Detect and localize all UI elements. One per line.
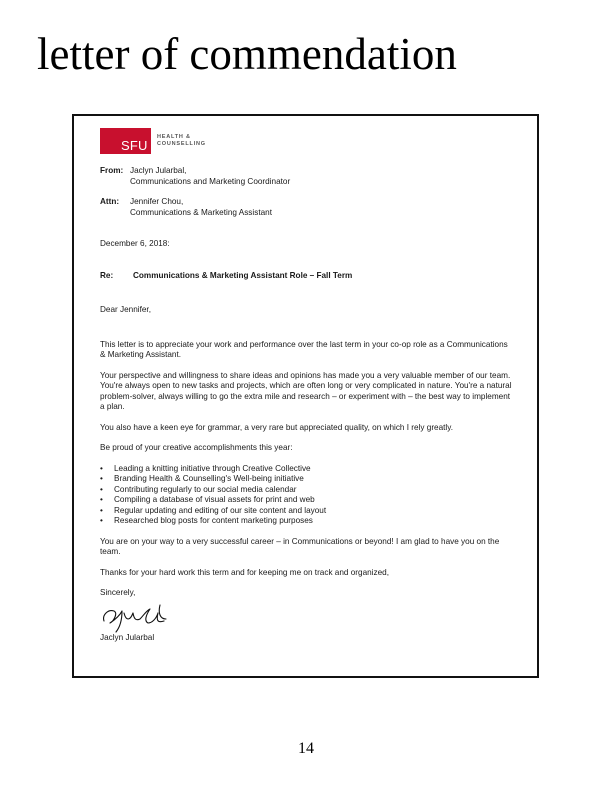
from-label: From: bbox=[100, 166, 124, 175]
sfu-health-counselling-logo bbox=[100, 128, 206, 154]
list-item: • Branding Health & Counselling's Well-being initiative bbox=[100, 474, 515, 485]
re-label: Re: bbox=[100, 270, 114, 280]
attn-value bbox=[130, 197, 272, 218]
page-heading: letter of commendation bbox=[37, 29, 457, 79]
from-value bbox=[130, 166, 290, 187]
accomplishments-list bbox=[100, 464, 515, 527]
attn-field bbox=[100, 197, 515, 218]
from-title: Communications and Marketing Coordinator bbox=[130, 176, 291, 186]
list-item: • Contributing regularly to our social media calendar bbox=[100, 485, 515, 496]
page-number: 14 bbox=[298, 740, 314, 757]
sfu-logo-text: SFU bbox=[121, 138, 148, 153]
from-field bbox=[100, 166, 515, 187]
closing: Sincerely, bbox=[100, 588, 136, 597]
list-item: • Regular updating and editing of our site content and layout bbox=[100, 506, 515, 517]
list-item: • Researched blog posts for content marketing purposes bbox=[100, 516, 515, 527]
paragraph-4: Be proud of your creative accomplishments this year: bbox=[100, 443, 293, 452]
list-item: • Compiling a database of visual assets for print and web bbox=[100, 495, 515, 506]
attn-title: Communications & Marketing Assistant bbox=[130, 207, 272, 217]
attn-name: Jennifer Chou, bbox=[130, 197, 184, 206]
letter-frame bbox=[72, 114, 539, 678]
logo-unit-line-2: COUNSELLING bbox=[157, 141, 206, 147]
attn-label: Attn: bbox=[100, 197, 120, 206]
subject-line bbox=[100, 271, 515, 282]
paragraph-5: You are on your way to a very successful career – in Communications or beyond! I am glad to have you on the team. bbox=[100, 536, 500, 556]
paragraph-1: This letter is to appreciate your work and performance over the last term in your co-op role as a Communications & Marketing Assistant. bbox=[100, 339, 508, 359]
letter-date: December 6, 2018: bbox=[100, 239, 170, 248]
re-subject: Communications & Marketing Assistant Role – Fall Term bbox=[133, 270, 353, 280]
salutation: Dear Jennifer, bbox=[100, 305, 151, 314]
from-name: Jaclyn Jularbal, bbox=[130, 166, 187, 175]
paragraph-3: You also have a keen eye for grammar, a very rare but appreciated quality, on which I rely greatly. bbox=[100, 422, 454, 432]
signer-name: Jaclyn Jularbal bbox=[100, 632, 155, 642]
paragraph-2: Your perspective and willingness to share ideas and opinions has made you a very valuable member of our team. You're always open to new tasks and projects, which are often long or very complicated in nature. You're a natural problem-solver, always willing to go the extra mile and research – or experiment with – the best way to implement a plan. bbox=[100, 370, 512, 411]
letter-body bbox=[100, 166, 515, 643]
handwritten-signature-icon bbox=[100, 599, 515, 633]
logo-unit-name bbox=[157, 134, 206, 148]
paragraph-6: Thanks for your hard work this term and for keeping me on track and organized, bbox=[100, 567, 389, 577]
logo-unit-line-1: HEALTH & bbox=[157, 134, 191, 140]
list-item: • Leading a knitting initiative through Creative Collective bbox=[100, 464, 515, 475]
sfu-logo-mark bbox=[100, 128, 151, 154]
